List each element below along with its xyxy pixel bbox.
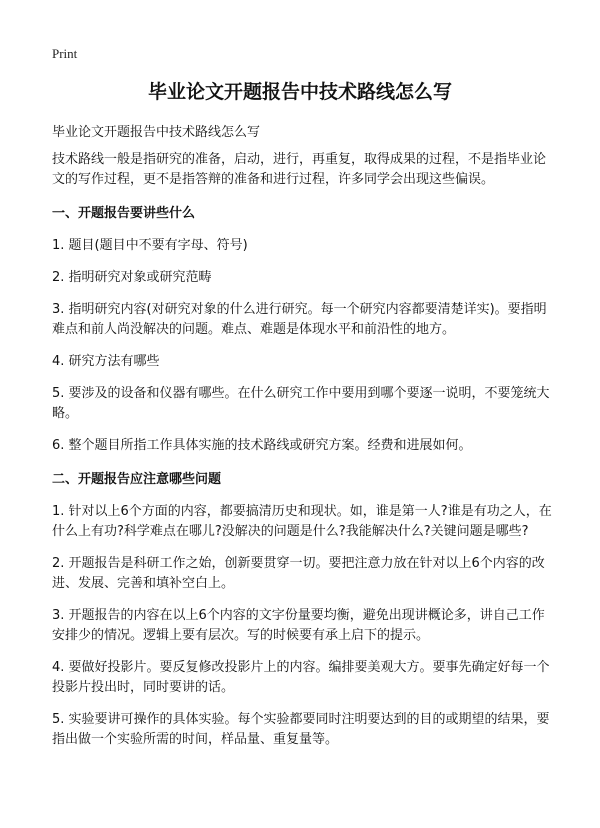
list-item: 4. 研究方法有哪些 <box>52 354 160 369</box>
list-item: 2. 指明研究对象或研究范畴 <box>52 270 212 285</box>
print-link[interactable]: Print <box>52 46 78 61</box>
list-item: 2. 开题报告是科研工作之始，创新要贯穿一切。要把注意力放在针对以上6个内容的改进、发展、完善和填补空白上。 <box>52 556 545 591</box>
list-item: 6. 整个题目所指工作具体实施的技术路线或研究方案。经费和进展如何。 <box>52 438 472 453</box>
list-item: 5. 实验要讲可操作的具体实验。每个实验都要同时注明要达到的目的或期望的结果，要指出做一个实验所需的时间，样品量、重复量等。 <box>52 712 550 747</box>
list-item: 3. 开题报告的内容在以上6个内容的文字份量要均衡，避免出现讲概论多，讲自己工作安排少的情况。逻辑上要有层次。写的时候要有承上启下的提示。 <box>52 608 545 643</box>
intro-paragraph: 技术路线一般是指研究的准备，启动，进行，再重复，取得成果的过程，不是指毕业论文的写作过程，更不是指答辩的准备和进行过程，许多同学会出现这些偏误。 <box>52 152 547 187</box>
list-item: 3. 指明研究内容(对研究对象的什么进行研究。每一个研究内容都要清楚详实)。要指明难点和前人尚没解决的问题。难点、难题是体现水平和前沿性的地方。 <box>52 302 547 337</box>
list-item: 1. 针对以上6个方面的内容，都要搞清历史和现状。如，谁是第一人?谁是有功之人，在什么上有功?科学难点在哪儿?没解决的问题是什么?我能解决什么?关键问题是哪些? <box>52 504 552 539</box>
list-item: 4. 要做好投影片。要反复修改投影片上的内容。编排要美观大方。要事先确定好每一个投影片投出时，同时要讲的话。 <box>52 660 550 695</box>
list-item: 1. 题目(题目中不要有字母、符号) <box>52 238 248 253</box>
document-body <box>52 150 552 750</box>
list-item: 5. 要涉及的设备和仪器有哪些。在什么研究工作中要用到哪个要逐一说明，不要笼统大略。 <box>52 386 550 421</box>
page-title: 毕业论文开题报告中技术路线怎么写 <box>147 81 452 103</box>
section-heading-2: 二、开题报告应注意哪些问题 <box>52 472 222 487</box>
document-subtitle: 毕业论文开题报告中技术路线怎么写 <box>52 125 261 140</box>
section-heading-1: 一、开题报告要讲些什么 <box>52 206 196 221</box>
